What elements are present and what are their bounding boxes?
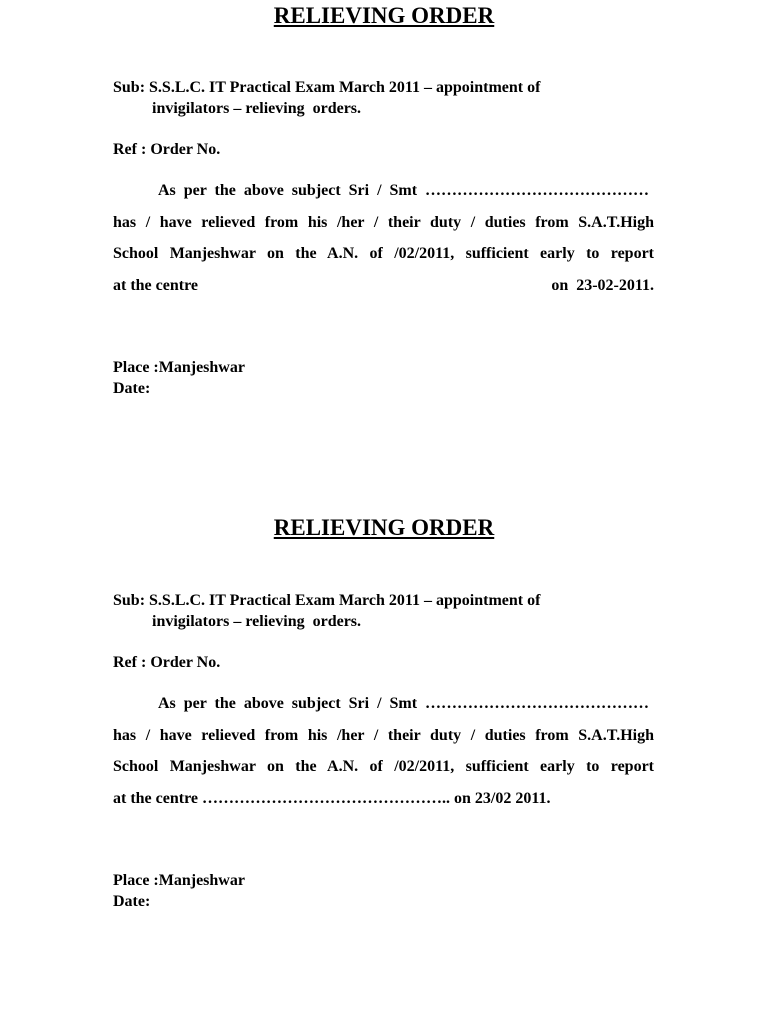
body-line-1: As per the above subject Sri / Smt …………………………………… [158, 695, 649, 712]
place-line: Place :Manjeshwar [113, 872, 245, 889]
body-line-2: has / have relieved from his /her / their duty / duties from S.A.T.High [113, 727, 654, 744]
body-line-4-left: at the centre [113, 277, 198, 294]
date-line: Date: [113, 380, 151, 397]
body-line-4-right: on 23-02-2011. [551, 277, 654, 294]
date-line: Date: [113, 893, 151, 910]
place-line: Place :Manjeshwar [113, 359, 245, 376]
body-line-3: School Manjeshwar on the A.N. of /02/2011, sufficient early to report [113, 758, 654, 775]
body-line-4: at the centre ……………………………………….. on 23/02 2011. [113, 790, 551, 807]
order-title: RELIEVING ORDER [273, 515, 495, 540]
body-line-2: has / have relieved from his /her / their duty / duties from S.A.T.High [113, 214, 654, 231]
subject-line-1: Sub: S.S.L.C. IT Practical Exam March 2011 – appointment of [113, 79, 541, 96]
order-title: RELIEVING ORDER [273, 3, 495, 28]
reference-line: Ref : Order No. [113, 141, 221, 158]
subject-line-1: Sub: S.S.L.C. IT Practical Exam March 2011 – appointment of [113, 592, 541, 609]
body-line-1: As per the above subject Sri / Smt …………………………………… [158, 182, 649, 199]
subject-line-2: invigilators – relieving orders. [152, 100, 362, 117]
reference-line: Ref : Order No. [113, 654, 221, 671]
subject-line-2: invigilators – relieving orders. [152, 613, 362, 630]
body-line-3: School Manjeshwar on the A.N. of /02/2011, sufficient early to report [113, 245, 654, 262]
